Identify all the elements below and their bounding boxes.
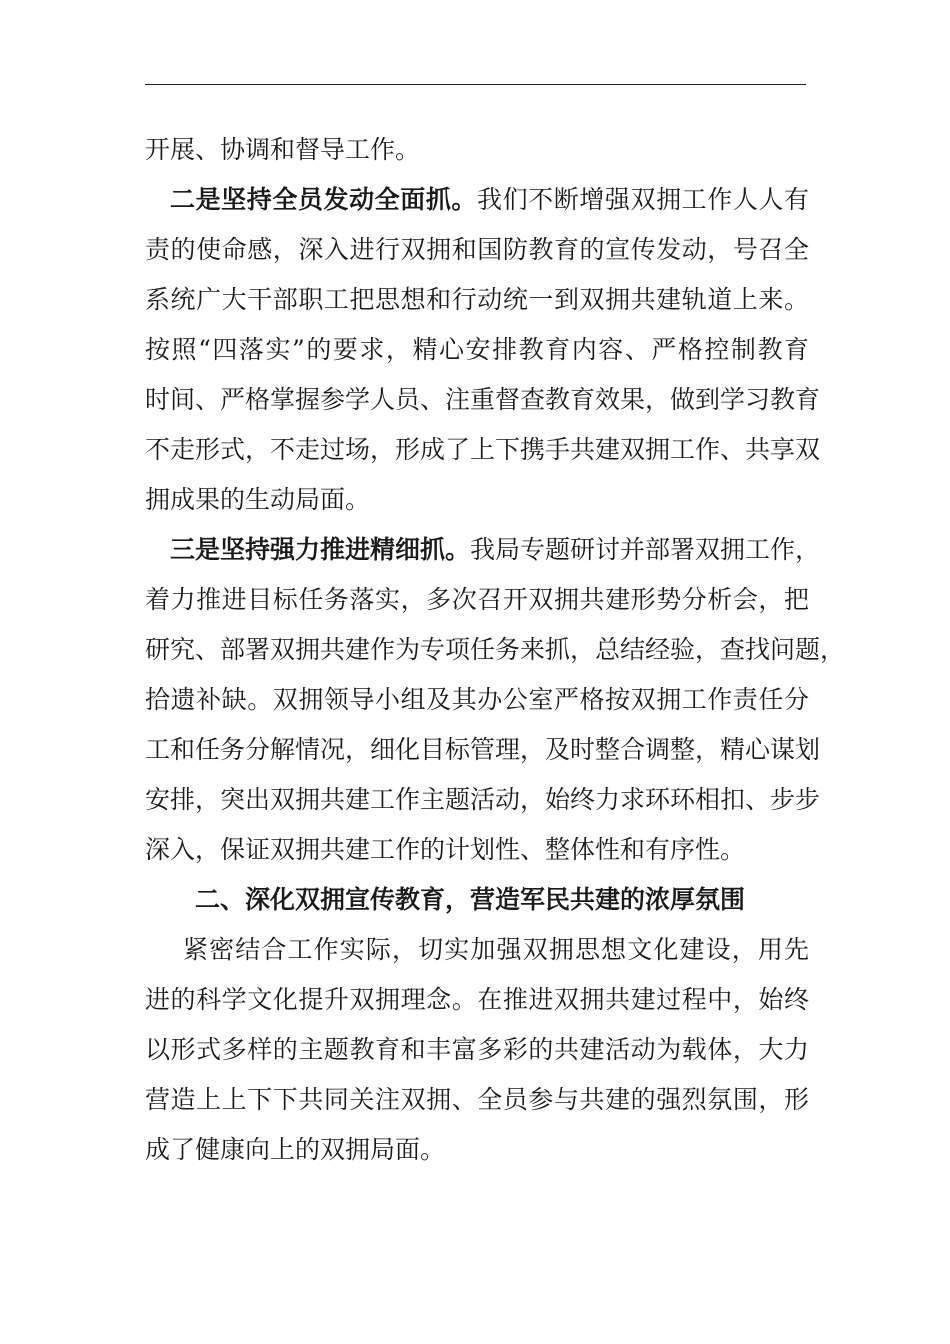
paragraph-line: 时间、严格掌握参学人员、注重督查教育效果，做到学习教育 [145, 385, 821, 414]
paragraph-line: 进的科学文化提升双拥理念。在推进双拥共建过程中，始终 [145, 985, 809, 1014]
document-body [145, 125, 846, 1175]
paragraph-line: 着力推进目标任务落实，多次召开双拥共建形势分析会，把 [145, 585, 809, 614]
paragraph-line: 安排，突出双拥共建工作主题活动，始终力求环环相扣、步步 [145, 785, 821, 814]
paragraph-line: 研究、部署双拥共建作为专项任务来抓，总结经验，查找问题， [145, 635, 846, 664]
paragraph-line: 以形式多样的主题教育和丰富多彩的共建活动为载体，大力 [145, 1035, 809, 1064]
paragraph-line: 不走形式，不走过场，形成了上下携手共建双拥工作、共享双 [145, 435, 821, 464]
paragraph-lead-bold: 三是坚持强力推进精细抓。 [170, 535, 471, 564]
paragraph-line: 系统广大干部职工把思想和行动统一到双拥共建轨道上来。 [145, 285, 809, 314]
paragraph-line: 成了健康向上的双拥局面。 [145, 1135, 446, 1164]
paragraph-first-line: 紧密结合工作实际，切实加强双拥思想文化建设，用先 [183, 935, 809, 964]
paragraph-first-line [145, 525, 821, 575]
paragraph-text: 我局专题研讨并部署双拥工作， [470, 535, 821, 564]
header-rule [145, 84, 806, 85]
paragraph-line: 责的使命感，深入进行双拥和国防教育的宣传发动，号召全 [145, 235, 809, 264]
paragraph-lead-bold: 二是坚持全员发动全面抓。 [170, 185, 477, 214]
paragraph-line: 拾遗补缺。双拥领导小组及其办公室严格按双拥工作责任分 [145, 685, 809, 714]
paragraph-line: 开展、协调和督导工作。 [145, 135, 421, 164]
paragraph-line: 深入，保证双拥共建工作的计划性、整体性和有序性。 [145, 835, 746, 864]
section-heading: 二、深化双拥宣传教育，营造军民共建的浓厚氛围 [195, 885, 746, 914]
paragraph-line: 工和任务分解情况，细化目标管理，及时整合调整，精心谋划 [145, 735, 821, 764]
paragraph-line: 按照“四落实”的要求，精心安排教育内容、严格控制教育 [145, 335, 809, 364]
paragraph-line: 营造上上下下共同关注双拥、全员参与共建的强烈氛围，形 [145, 1085, 809, 1114]
paragraph-text: 我们不断增强双拥工作人人有 [477, 185, 809, 214]
paragraph-line: 拥成果的生动局面。 [145, 485, 371, 514]
paragraph-first-line [145, 175, 809, 225]
